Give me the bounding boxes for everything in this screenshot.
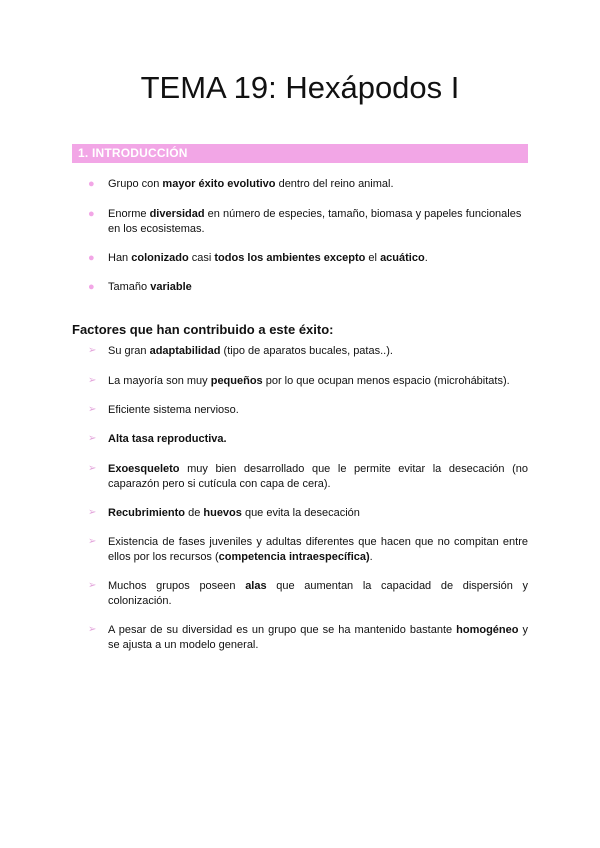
text-run: Grupo con bbox=[108, 178, 163, 190]
arrow-icon: ➢ bbox=[88, 624, 97, 635]
bold-text: huevos bbox=[203, 507, 242, 519]
text-run: Enorme bbox=[108, 208, 150, 220]
bullet-icon: ● bbox=[88, 178, 95, 190]
bold-text: mayor éxito evolutivo bbox=[162, 178, 276, 190]
text-run: en número de especies, tamaño, biomasa y papeles funcionales en los ecosistemas. bbox=[108, 208, 522, 235]
list-item bbox=[88, 506, 528, 521]
arrow-icon: ➢ bbox=[88, 507, 97, 518]
text-run: Eficiente sistema nervioso. bbox=[108, 404, 239, 416]
list-item bbox=[88, 374, 528, 389]
list-item bbox=[88, 462, 528, 491]
bold-text: variable bbox=[150, 281, 192, 293]
bold-text: adaptabilidad bbox=[149, 345, 221, 357]
text-run: Su gran bbox=[108, 345, 150, 357]
text-run: el bbox=[365, 252, 381, 264]
factors-heading: Factores que han contribuido a este éxito: bbox=[72, 322, 334, 337]
arrow-icon: ➢ bbox=[88, 536, 97, 547]
text-run: (tipo de aparatos bucales, patas..). bbox=[220, 345, 393, 357]
list-item bbox=[88, 403, 528, 418]
arrow-icon: ➢ bbox=[88, 345, 97, 356]
section-header-bar bbox=[72, 144, 528, 163]
list-item bbox=[88, 280, 528, 295]
bullet-icon: ● bbox=[88, 252, 95, 264]
bold-text: Alta tasa reproductiva. bbox=[108, 433, 227, 445]
bold-text: pequeños bbox=[210, 375, 263, 387]
bold-text: colonizado bbox=[131, 252, 189, 264]
list-item bbox=[88, 344, 528, 359]
text-run: . bbox=[369, 550, 373, 563]
text-run: . bbox=[424, 252, 428, 264]
arrow-icon: ➢ bbox=[88, 433, 97, 444]
text-run: que aumentan la capacidad de dispersión y colonización. bbox=[108, 580, 528, 607]
section-title: 1. INTRODUCCIÓN bbox=[78, 146, 188, 160]
text-run: La mayoría son muy bbox=[108, 375, 211, 387]
bold-text: homogéneo bbox=[456, 624, 519, 636]
text-run: casi bbox=[188, 252, 215, 264]
arrow-icon: ➢ bbox=[88, 375, 97, 386]
list-item bbox=[88, 432, 528, 447]
list-item bbox=[88, 535, 528, 564]
bold-text: Exoesqueleto bbox=[108, 463, 180, 475]
arrow-icon: ➢ bbox=[88, 580, 97, 591]
page-title: TEMA 19: Hexápodos I bbox=[140, 70, 460, 105]
text-run: muy bien desarrollado que le permite evitar la desecación (no caparazón pero si cutícula con capa de cera). bbox=[108, 463, 528, 490]
bold-text: competencia intraespecífica) bbox=[218, 550, 370, 563]
text-run: Tamaño bbox=[108, 281, 151, 293]
text-run: A pesar de su diversidad es un grupo que se ha mantenido bastante bbox=[108, 624, 457, 636]
text-run: Muchos grupos poseen bbox=[108, 580, 246, 592]
list-item bbox=[88, 177, 528, 192]
text-run: Existencia de fases juveniles y adultas diferentes que hacen que no compitan entre ellos por los recursos ( bbox=[108, 536, 528, 563]
list-item bbox=[88, 207, 528, 236]
list-item bbox=[88, 579, 528, 608]
text-run: y se ajusta a un modelo general. bbox=[108, 624, 528, 651]
text-run: que evita la desecación bbox=[241, 507, 360, 519]
bullet-icon: ● bbox=[88, 281, 95, 293]
bold-text: alas bbox=[245, 580, 267, 592]
arrow-icon: ➢ bbox=[88, 463, 97, 474]
bullet-icon: ● bbox=[88, 208, 95, 220]
bold-text: Recubrimiento bbox=[108, 507, 186, 519]
list-item bbox=[88, 251, 528, 266]
text-run: por lo que ocupan menos espacio (microhábitats). bbox=[262, 375, 510, 387]
bold-text: acuático bbox=[380, 252, 425, 264]
text-run: Han bbox=[108, 252, 132, 264]
arrow-icon: ➢ bbox=[88, 404, 97, 415]
text-run: de bbox=[185, 507, 204, 519]
list-item bbox=[88, 623, 528, 652]
bold-text: todos los ambientes excepto bbox=[214, 252, 366, 264]
bold-text: diversidad bbox=[149, 208, 205, 220]
text-run: dentro del reino animal. bbox=[275, 178, 394, 190]
